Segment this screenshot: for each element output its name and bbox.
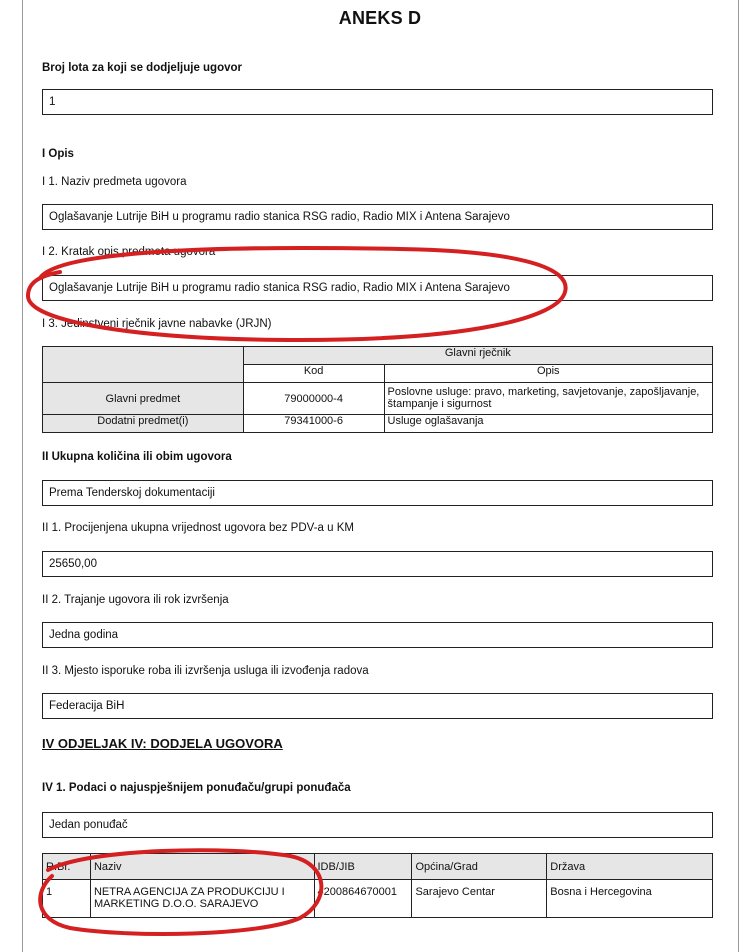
opis-heading: I Opis: [42, 148, 74, 160]
page-border-right: [738, 0, 739, 952]
jrjn-row-opis: Poslovne usluge: pravo, marketing, savjetovanje, zapošljavanje, štampanje i sigurnost: [384, 383, 712, 415]
trajanje-label: II 2. Trajanje ugovora ili rok izvršenja: [42, 594, 229, 606]
kratak-label: I 2. Kratak opis predmeta ugovora: [42, 246, 216, 258]
jrjn-col-kod: Kod: [243, 365, 384, 383]
bidder-drzava: Bosna i Hercegovina: [547, 880, 713, 918]
mjesto-label: II 3. Mjesto isporuke roba ili izvršenja usluga ili izvođenja radova: [42, 665, 369, 677]
jrjn-row-label: Dodatni predmet(i): [43, 415, 244, 433]
kolicina-value-box: Prema Tenderskoj dokumentaciji: [42, 480, 713, 506]
jrjn-row-opis: Usluge oglašavanja: [384, 415, 712, 433]
jrjn-group-header: Glavni rječnik: [243, 347, 712, 365]
bidders-col-naziv: Naziv: [90, 854, 314, 880]
jrjn-label: I 3. Jedinstveni rječnik javne nabavke (JRJN): [42, 318, 272, 330]
vrijednost-value-box: 25650,00: [42, 551, 713, 577]
bidder-naziv: NETRA AGENCIJA ZA PRODUKCIJU I MARKETING D.O.O. SARAJEVO: [90, 880, 314, 918]
table-row: [43, 880, 713, 918]
podaci-value-box: Jedan ponuđač: [42, 812, 713, 838]
jrjn-empty-corner: [43, 347, 244, 383]
table-row: [43, 383, 713, 415]
jrjn-row-kod: 79341000-6: [243, 415, 384, 433]
lot-value-box: 1: [42, 89, 713, 115]
bidder-opcina: Sarajevo Centar: [412, 880, 547, 918]
table-row: [43, 415, 713, 433]
bidders-col-drzava: Država: [547, 854, 713, 880]
naziv-label: I 1. Naziv predmeta ugovora: [42, 176, 187, 188]
jrjn-col-opis: Opis: [384, 365, 712, 383]
document-title: ANEKS D: [338, 8, 422, 28]
trajanje-value-box: Jedna godina: [42, 622, 713, 648]
vrijednost-label: II 1. Procijenjena ukupna vrijednost ugovora bez PDV-a u KM: [42, 522, 354, 534]
bidders-col-rbr: R.Br.: [43, 854, 91, 880]
bidders-col-idb: IDB/JIB: [314, 854, 412, 880]
bidders-col-opcina: Općina/Grad: [412, 854, 547, 880]
dodjela-heading: IV ODJELJAK IV: DODJELA UGOVORA: [42, 736, 283, 751]
page-border-left: [22, 0, 23, 952]
bidder-rbr: 1: [43, 880, 91, 918]
podaci-label: IV 1. Podaci o najuspješnijem ponuđaču/grupi ponuđača: [42, 782, 351, 794]
bidders-table: [42, 853, 713, 918]
lot-label: Broj lota za koji se dodjeljuje ugovor: [42, 62, 243, 74]
jrjn-row-kod: 79000000-4: [243, 383, 384, 415]
naziv-value-box: Oglašavanje Lutrije BiH u programu radio stanica RSG radio, Radio MIX i Antena Sarajevo: [42, 204, 713, 230]
bidder-idb: 4200864670001: [314, 880, 412, 918]
kolicina-heading: II Ukupna količina ili obim ugovora: [42, 451, 232, 463]
kratak-value-box: Oglašavanje Lutrije BiH u programu radio stanica RSG radio, Radio MIX i Antena Sarajevo: [42, 275, 713, 301]
jrjn-row-label: Glavni predmet: [43, 383, 244, 415]
jrjn-table: [42, 346, 713, 433]
mjesto-value-box: Federacija BiH: [42, 693, 713, 719]
